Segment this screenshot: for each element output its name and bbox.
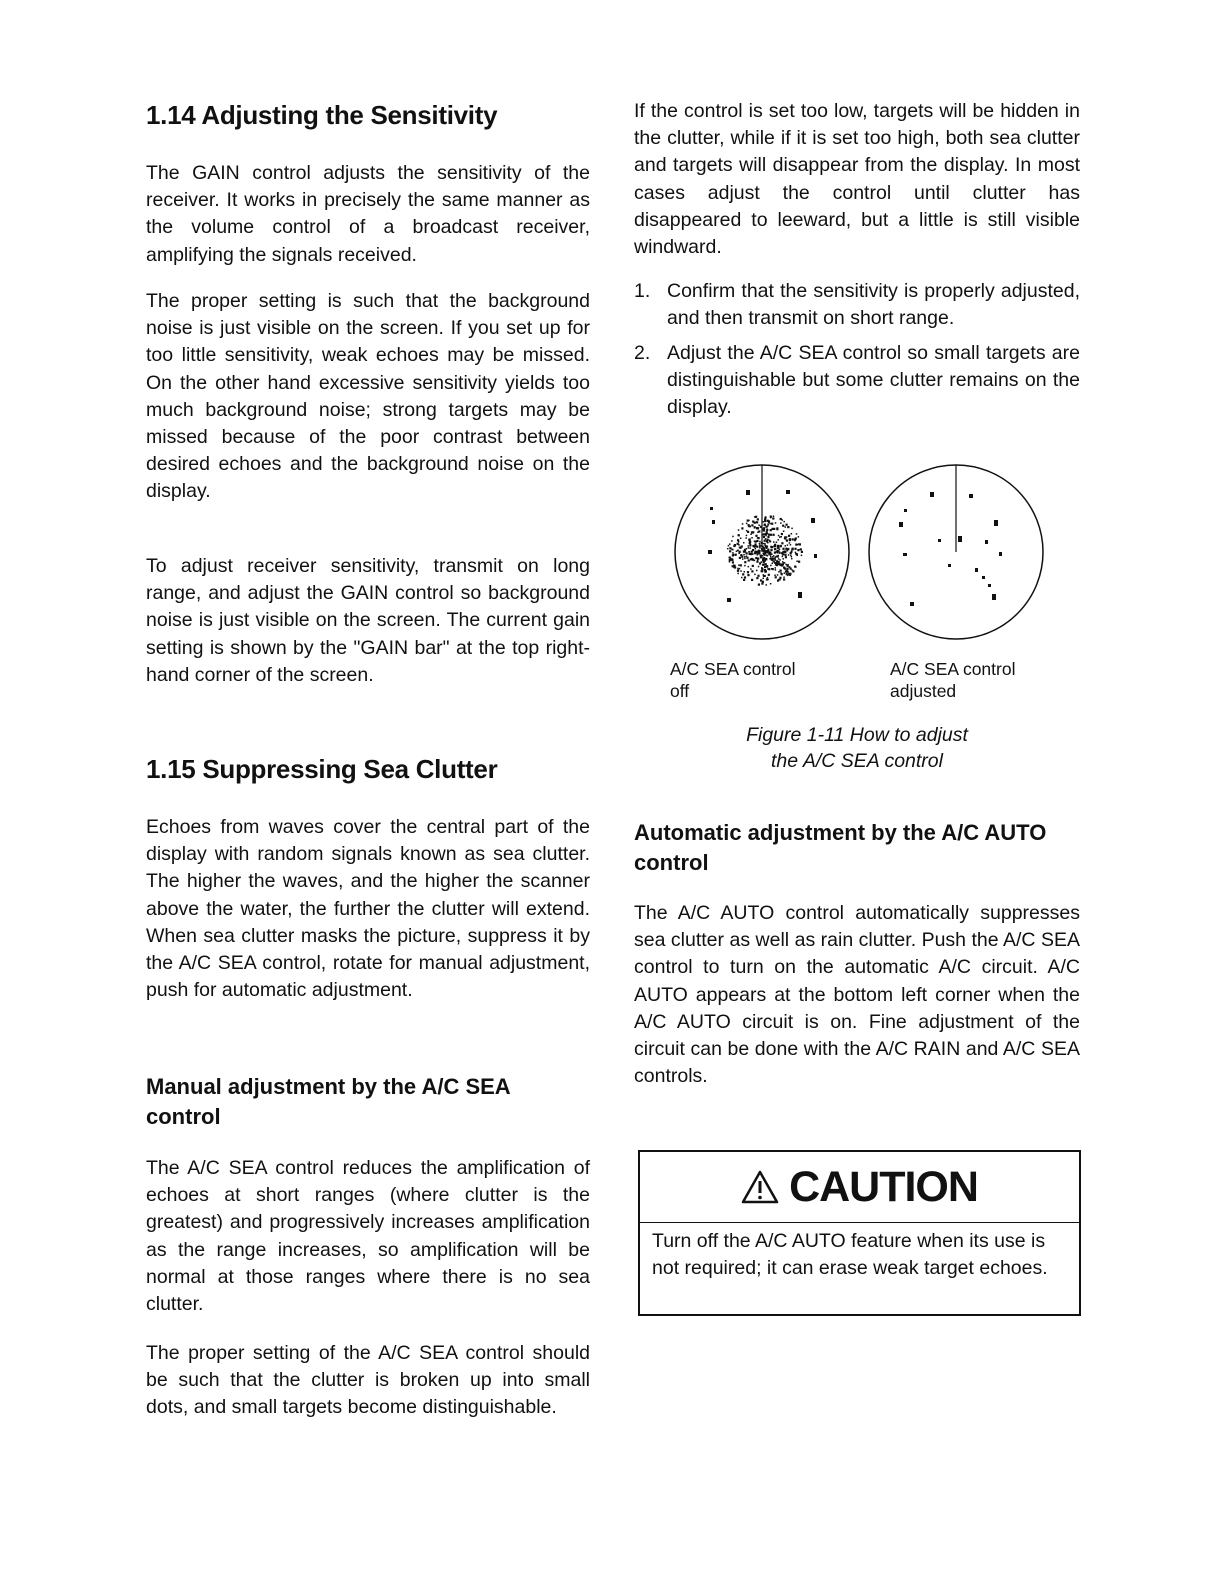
section-1-14-heading: 1.14 Adjusting the Sensitivity	[146, 100, 498, 130]
step-item-2	[634, 340, 1080, 421]
section-1-15-heading: 1.15 Suppressing Sea Clutter	[146, 754, 498, 784]
warning-triangle-icon	[741, 1170, 779, 1204]
step-item-1	[634, 278, 1080, 332]
figure-caption-line-1: Figure 1-11 How to adjust	[746, 724, 968, 746]
manual-adjustment-paragraph-2: The proper setting of the A/C SEA control should be such that the clutter is broken up into small dots, and small targets become distinguishable.	[146, 1342, 590, 1419]
step-number: 1.	[634, 280, 651, 302]
sea-clutter-dots	[727, 516, 803, 586]
label-ac-sea-adjusted: A/C SEA control adjusted	[890, 659, 1016, 701]
step-text: Confirm that the sensitivity is properly adjusted, and then transmit on short range.	[667, 280, 1080, 329]
section-1-14-paragraph-1: The GAIN control adjusts the sensitivity of the receiver. It works in precisely the same manner as the volume control of a broadcast receiver, amplifying the signals received.	[146, 162, 590, 266]
target-echoes	[899, 492, 1002, 606]
manual-adjustment-heading: Manual adjustment by the A/C SEA control	[146, 1074, 510, 1129]
manual-adjustment-paragraph-3: If the control is set too low, targets will be hidden in the clutter, while if it is set too high, both sea clutter and targets will disappear from the display. In most cases adjust the control until clutter has disappeared to leeward, but a little is still visible windward.	[634, 100, 1080, 259]
label-ac-sea-off: A/C SEA control off	[670, 659, 796, 701]
step-number: 2.	[634, 342, 651, 364]
section-1-14-paragraph-2: The proper setting is such that the background noise is just visible on the screen. If you set up for too little sensitivity, weak echoes may be missed. On the other hand excessive sensitivity yields too much background noise; strong targets may be missed because of the poor contrast between desired echoes and the background noise on the display.	[146, 290, 590, 503]
section-1-14-paragraph-3: To adjust receiver sensitivity, transmit on long range, and adjust the GAIN control so background noise is just visible on the screen. The current gain setting is shown by the "GAIN bar" at the top right-hand corner of the screen.	[146, 555, 590, 686]
radar-comparison-figure	[672, 462, 1052, 642]
step-text: Adjust the A/C SEA control so small targets are distinguishable but some clutter remains on the display.	[667, 342, 1080, 418]
radar-display-off	[675, 465, 849, 639]
caution-box	[638, 1150, 1081, 1316]
caution-text: Turn off the A/C AUTO feature when its use is not required; it can erase weak target echoes.	[652, 1230, 1048, 1279]
figure-caption	[722, 722, 992, 774]
manual-adjustment-paragraph-1: The A/C SEA control reduces the amplification of echoes at short ranges (where clutter is the greatest) and progressively increases amplification as the range increases, so amplification will be normal at those ranges where there is no sea clutter.	[146, 1157, 590, 1316]
radar-display-adjusted	[869, 465, 1043, 639]
caution-header	[640, 1152, 1079, 1223]
figure-caption-line-2: the A/C SEA control	[771, 750, 943, 772]
caution-title: CAUTION	[789, 1162, 978, 1211]
auto-adjustment-paragraph: The A/C AUTO control automatically suppresses sea clutter as well as rain clutter. Push the A/C SEA control to turn on the automatic A/C circuit. A/C AUTO appears at the bottom left corner when the A/C AUTO circuit is on. Fine adjustment of the circuit can be done with the A/C RAIN and A/C SEA controls.	[634, 902, 1080, 1088]
steps-list	[634, 278, 1080, 421]
auto-adjustment-heading: Automatic adjustment by the A/C AUTO control	[634, 820, 1047, 875]
section-1-15-paragraph-1: Echoes from waves cover the central part of the display with random signals known as sea clutter. The higher the waves, and the higher the scanner above the water, the further the clutter will extend. When sea clutter masks the picture, suppress it by the A/C SEA control, rotate for manual adjustment, push for automatic adjustment.	[146, 816, 590, 1002]
